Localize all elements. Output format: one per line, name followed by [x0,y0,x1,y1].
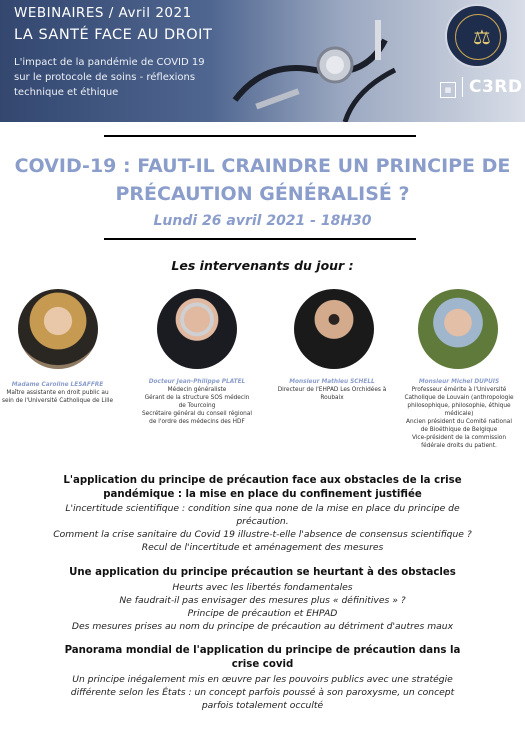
divider-top [104,135,416,137]
section-body [40,673,485,712]
section-title-line: pandémique : la mise en place du confinement justifiée [103,489,422,500]
speaker-role: médicale) [444,411,474,417]
speakers-heading: Les intervenants du jour : [171,258,354,273]
banner-subtitle-line: L'impact de la pandémie de COVID 19 [14,57,205,68]
scales-icon: ⚖ [473,25,491,49]
section-title [60,566,465,580]
section-line: Heurts avec les libertés fondamentales [172,582,353,593]
page-title [0,152,525,208]
title-line: PRÉCAUTION GÉNÉRALISÉ ? [115,183,410,205]
section-line: Un principe inégalement mis en œuvre par les pouvoirs publics avec une stratégie [72,674,453,685]
section-line: Comment la crise sanitaire du Covid 19 illustre-t-elle l'absence de consensus scientifique ? [53,529,472,540]
speaker-photo [418,289,498,369]
title-line: COVID-19 : FAUT-IL CRAINDRE UN PRINCIPE DE [14,155,511,177]
c3rd-logo: C3RD [462,77,523,97]
section-line: L'incertitude scientifique : condition sine qua none de la mise en place du principe de [65,503,460,514]
speaker-role: de l'ordre des médecins des HDF [149,419,245,425]
section-title [60,644,465,672]
speaker-role: de Bioéthique de Belgique [420,427,498,433]
banner-subtitle-line: technique et éthique [14,87,119,98]
section-line: Ne faudrait-il pas envisager des mesures plus « définitives » ? [119,595,406,606]
speaker-role: Médecin généraliste [167,387,227,393]
banner-subtitle [14,55,244,100]
section-body [40,581,485,633]
speaker-caption [272,378,392,402]
section-title-line: Panorama mondial de l'application du principe de précaution dans la [64,645,461,656]
speaker-role: Gérant de la structure SOS médecin [144,395,250,401]
speaker-name: Docteur Jean-Philippe PLATEL [148,379,246,385]
section-title-line: L'application du principe de précaution face aux obstacles de la crise [63,475,462,486]
speaker-role: Ancien président du Comité national [406,419,512,425]
speaker-caption [0,381,115,405]
speaker-role: fédérale droits du patient. [421,443,497,449]
section-line: Recul de l'incertitude et aménagement des mesures [141,542,384,553]
speaker-caption [398,378,520,450]
banner-series-title: LA SANTÉ FACE AU DROIT [14,27,213,43]
speaker-role: Maître assistante en droit public au [6,390,109,396]
speaker-role: Vice-président de la commission [411,435,507,441]
section-line: Principe de précaution et EHPAD [187,608,338,619]
speaker-role: de Tourcoing [178,403,216,409]
speaker-name: Madame Caroline LESAFFRE [11,382,104,388]
section-body [40,502,485,554]
speaker-role: Roubaix [320,395,344,401]
section-line: précaution. [236,516,289,527]
speaker-role: sein de l'Université Catholique de Lille [1,398,114,404]
speaker-caption [132,378,262,426]
section-title [60,474,465,502]
stethoscope-image [225,0,435,122]
speaker-photo [18,289,98,369]
section-title-line: Une application du principe précaution se heurtant à des obstacles [69,567,456,578]
speaker-photo [157,289,237,369]
university-seal-logo [445,4,509,68]
speaker-photo [294,289,374,369]
section-line: parfois totalement occulté [201,700,324,711]
speaker-role: philosophique, philosophie, éthique [407,403,511,409]
speaker-role: Directeur de l'EHPAD Les Orchidées à [277,387,387,393]
institution-icon: ▦ [440,82,456,98]
divider-bottom [104,238,416,240]
speaker-role: Professeur émérite à l'Université [411,387,507,393]
event-date: Lundi 26 avril 2021 - 18H30 [153,213,372,229]
banner-webinar-label: WEBINAIRES / Avril 2021 [14,5,192,21]
speaker-role: Secrétaire général du conseil régional [142,411,252,417]
speaker-name: Monsieur Michel DUPUIS [418,379,500,385]
section-line: Des mesures prises au nom du principe de précaution au détriment d'autres maux [71,621,454,632]
header-banner [0,0,525,122]
speaker-role: Catholique de Louvain (anthropologie [404,395,514,401]
speaker-name: Monsieur Mathieu SCHELL [289,379,375,385]
banner-subtitle-line: sur le protocole de soins - réflexions [14,72,196,83]
section-title-line: crise covid [231,659,294,670]
section-line: différente selon les États : un concept parfois poussé à son paroxysme, un concept [70,687,455,698]
